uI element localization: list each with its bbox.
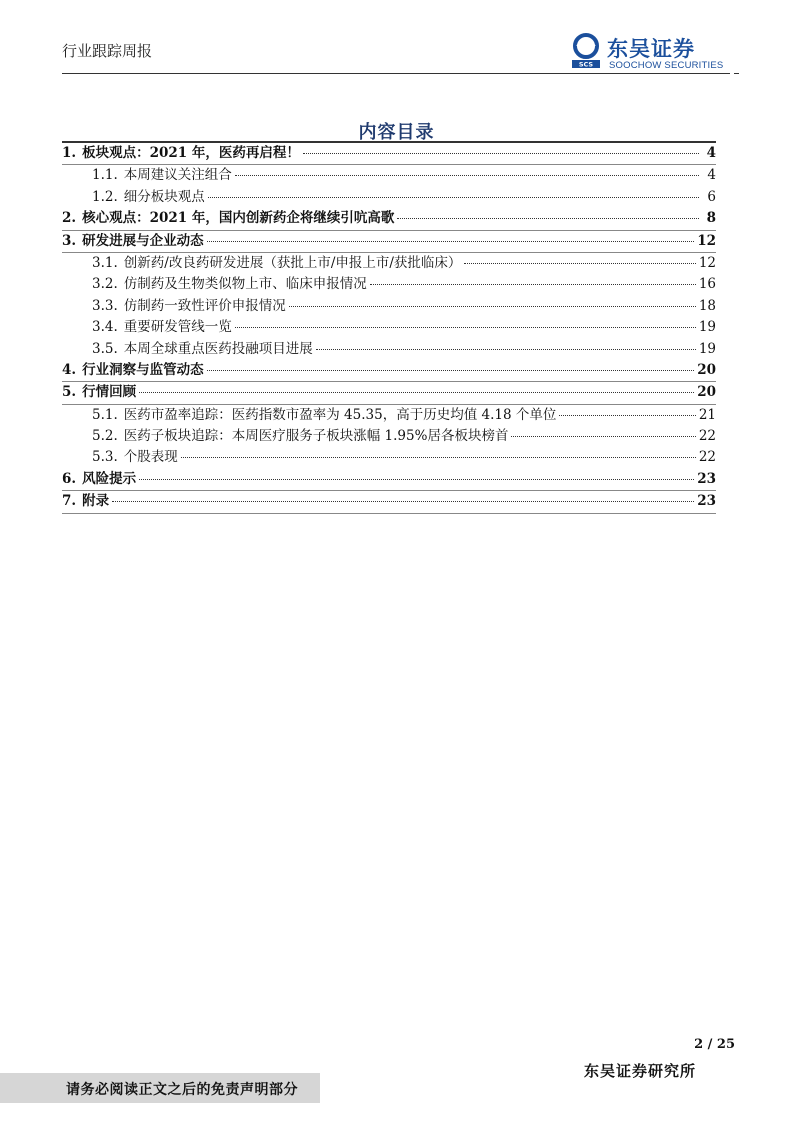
toc-entry-page: 12 (697, 232, 716, 249)
toc-entry[interactable] (62, 274, 716, 295)
toc-dot-leader (112, 501, 694, 502)
toc-entry[interactable] (62, 469, 716, 491)
toc-entry-number: 5. (62, 384, 77, 401)
toc-entry[interactable] (62, 208, 716, 230)
company-logo (571, 33, 731, 71)
logo-mark-text: SCS (578, 60, 594, 69)
toc-entry[interactable] (62, 360, 716, 382)
toc-entry-number: 7. (62, 493, 77, 510)
toc-entry-page: 20 (697, 361, 716, 378)
toc-entry-number: 1. (62, 145, 77, 161)
toc-entry-label: 仿制药一致性评价申报情况 (123, 297, 286, 314)
toc-entry-page: 22 (698, 428, 716, 445)
toc-entry-label: 仿制药及生物类似物上市、临床申报情况 (123, 276, 367, 293)
toc-entry[interactable] (62, 447, 716, 468)
toc-entry-number: 3.3. (92, 297, 118, 314)
toc-dot-leader (511, 436, 695, 437)
toc-entry-page: 20 (697, 384, 716, 401)
toc-entry-label: 医药子板块追踪：本周医疗服务子板块涨幅 1.95%居各板块榜首 (123, 428, 509, 445)
toc-entry-page: 12 (698, 254, 716, 271)
toc-entry[interactable] (62, 296, 716, 317)
toc-entry-page: 18 (698, 297, 716, 314)
page-number: 2 / 25 (694, 1037, 735, 1052)
toc-entry-page: 19 (698, 340, 716, 357)
toc-entry[interactable] (62, 187, 716, 208)
disclaimer-text: 请务必阅读正文之后的免责声明部分 (66, 1082, 298, 1098)
toc-entry-number: 3.5. (92, 340, 118, 357)
toc-dot-leader (208, 197, 699, 198)
toc-entry-number: 1.1. (92, 167, 118, 184)
toc-entry-label: 风险提示 (82, 470, 137, 487)
toc-entry-label: 个股表现 (123, 449, 178, 466)
toc-entry-number: 5.3. (92, 449, 118, 466)
toc-entry[interactable] (62, 231, 716, 253)
toc-entry-page: 22 (698, 449, 716, 466)
toc-dot-leader (316, 349, 696, 350)
toc-entry[interactable] (62, 165, 716, 186)
toc-entry-number: 6. (62, 470, 77, 487)
toc-title: 内容目录 (358, 122, 435, 143)
scs-logo-icon (571, 33, 601, 69)
header-divider (62, 73, 730, 74)
toc-entry-page: 21 (698, 406, 716, 423)
toc-entry-page: 19 (698, 319, 716, 336)
toc-entry-page: 4 (706, 145, 716, 161)
toc-entry-number: 1.2. (92, 188, 118, 205)
toc-dot-leader (207, 241, 695, 242)
logo-chinese-name: 东吴证券 (607, 37, 695, 61)
toc-entry[interactable] (62, 339, 716, 360)
toc-entry-page: 23 (697, 493, 716, 510)
toc-dot-leader (397, 218, 699, 219)
toc-entry-number: 4. (62, 361, 77, 378)
toc-entry[interactable] (62, 317, 716, 338)
toc-dot-leader (207, 370, 695, 371)
toc-dot-leader (139, 479, 694, 480)
toc-entry[interactable] (62, 426, 716, 447)
toc-dot-leader (370, 284, 696, 285)
toc-entry-page: 23 (697, 470, 716, 487)
institute-name: 东吴证券研究所 (584, 1062, 697, 1080)
toc-entry-label: 附录 (82, 493, 110, 510)
table-of-contents (62, 141, 716, 514)
toc-entry[interactable] (62, 405, 716, 426)
toc-entry-label: 本周建议关注组合 (123, 167, 232, 184)
toc-entry-label: 板块观点：2021 年，医药再启程！ (82, 145, 300, 161)
toc-entry[interactable] (62, 141, 716, 165)
toc-entry-number: 3.1. (92, 254, 118, 271)
toc-entry-page: 4 (707, 167, 716, 184)
toc-entry-number: 5.1. (92, 406, 118, 423)
toc-dot-leader (303, 153, 699, 154)
toc-entry-number: 3. (62, 232, 77, 249)
toc-entry[interactable] (62, 253, 716, 274)
toc-entry-number: 3.4. (92, 319, 118, 336)
toc-entry[interactable] (62, 382, 716, 404)
toc-entry-label: 医药市盈率追踪：医药指数市盈率为 45.35，高于历史均值 4.18 个单位 (123, 406, 557, 423)
toc-dot-leader (181, 457, 696, 458)
toc-entry-label: 研发进展与企业动态 (82, 232, 204, 249)
toc-entry-page: 6 (707, 188, 716, 205)
toc-entry-number: 3.2. (92, 276, 118, 293)
report-type-label: 行业跟踪周报 (62, 42, 153, 60)
toc-entry-page: 16 (698, 276, 716, 293)
toc-dot-leader (235, 327, 696, 328)
toc-dot-leader (559, 415, 695, 416)
toc-entry[interactable] (62, 491, 716, 513)
toc-entry-label: 重要研发管线一览 (123, 319, 232, 336)
toc-entry-label: 核心观点：2021 年，国内创新药企将继续引吭高歌 (82, 210, 395, 227)
toc-dot-leader (289, 306, 696, 307)
toc-entry-page: 8 (706, 210, 716, 227)
header-divider-tick (734, 73, 739, 74)
toc-dot-leader (139, 392, 694, 393)
toc-entry-number: 2. (62, 210, 77, 227)
toc-dot-leader (464, 263, 695, 264)
toc-entry-label: 行业洞察与监管动态 (82, 361, 204, 378)
toc-entry-label: 行情回顾 (82, 384, 137, 401)
logo-english-name: SOOCHOW SECURITIES (609, 60, 724, 71)
toc-entry-number: 5.2. (92, 428, 118, 445)
toc-entry-label: 细分板块观点 (123, 188, 205, 205)
toc-dot-leader (235, 175, 699, 176)
toc-entry-label: 创新药/改良药研发进展（获批上市/申报上市/获批临床） (123, 254, 462, 271)
toc-entry-label: 本周全球重点医药投融项目进展 (123, 340, 313, 357)
